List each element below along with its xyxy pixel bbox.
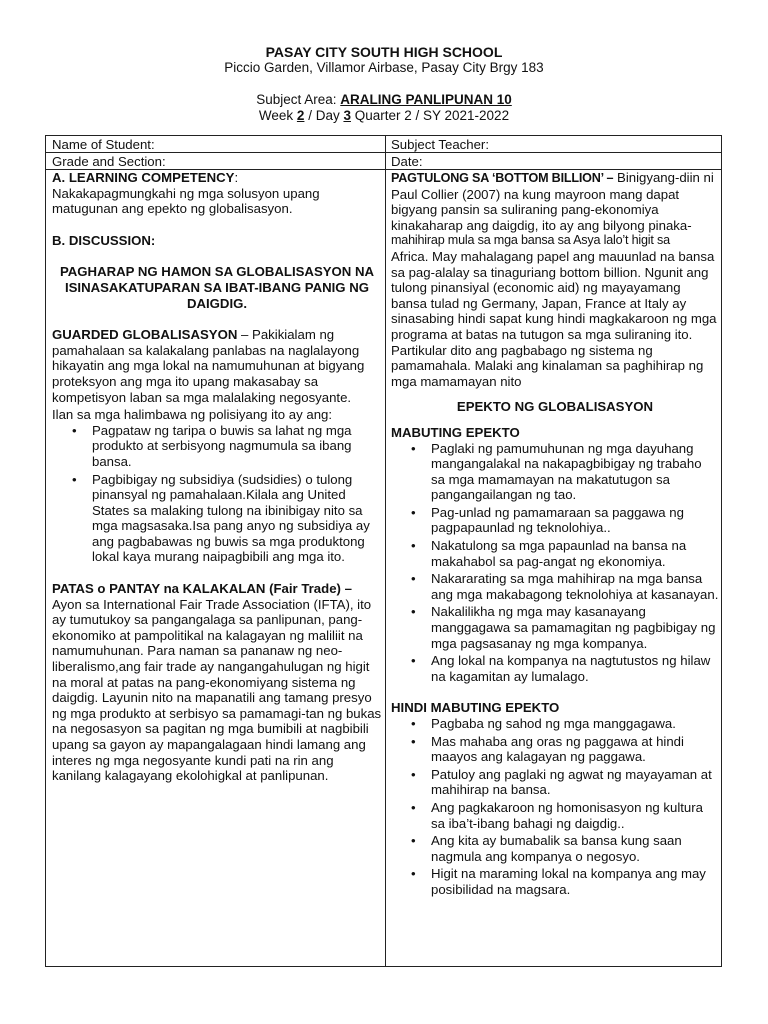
grade-section-label: Grade and Section: bbox=[52, 154, 166, 169]
left-column bbox=[52, 170, 382, 784]
list-item: • Ang kita ay bumabalik sa bansa kung saan nagmula ang kompanya o negosyo. bbox=[431, 833, 719, 864]
guarded-title: GUARDED GLOBALISASYON bbox=[52, 327, 238, 343]
examples-intro: Ilan sa mga halimbawa ng polisiyang ito ay ang: bbox=[52, 407, 333, 423]
date-label: Date: bbox=[391, 154, 423, 169]
name-of-student-label: Name of Student: bbox=[52, 137, 155, 152]
learning-competency-text: Nakakapagmungkahi ng mga solusyon upang matugunan ang epekto ng globalisasyon. bbox=[52, 185, 320, 217]
bad-effects-title: HINDI MABUTING EPEKTO bbox=[391, 700, 560, 716]
list-item: • Pagpataw ng taripa o buwis sa lahat ng mga produkto at serbisyong nagmumula sa ibang bansa. bbox=[92, 423, 382, 470]
guarded-paragraph bbox=[52, 327, 382, 405]
day-label: / Day bbox=[304, 108, 344, 123]
week-label: Week bbox=[258, 108, 297, 123]
week-value: 2 bbox=[296, 108, 305, 123]
day-value: 3 bbox=[343, 108, 351, 123]
list-item: • Nakararating sa mga mahihirap na mga bansa ang mga makabagong teknolohiya at kasanayan. bbox=[431, 571, 719, 602]
fair-trade-paragraph bbox=[52, 581, 382, 784]
epekto-heading: EPEKTO NG GLOBALISASYON bbox=[456, 399, 654, 415]
column-divider bbox=[385, 136, 386, 966]
list-item: • Mas mahaba ang oras ng paggawa at hindi maayos ang kalagayan ng paggawa. bbox=[431, 734, 719, 765]
week-day-line bbox=[0, 108, 768, 124]
list-item: • Pagbaba ng sahod ng mga manggagawa. bbox=[431, 716, 719, 732]
fair-trade-title: PATAS o PANTAY na KALAKALAN (Fair Trade) – bbox=[52, 581, 352, 597]
bottom-billion-text-3: Africa. May mahalagang papel ang mauunlad na bansa sa pag-alalay sa tinaguriang bottom billion. Ngunit ang tulong pinansiyal (economic aid) ng mayayamang bansa tulad ng Germany, Japan, France at Italy ay sinasabing hindi sapat kung hindi magkakaroon ng mga programa at batas na tutugon sa mga suliraning ito. Partikular dito ang pagbabago ng sistema ng pamamahala. Malaki ang kinalaman sa paghihirap ng mga mamamayan nito bbox=[391, 248, 717, 389]
right-column bbox=[391, 170, 719, 900]
subject-teacher-label: Subject Teacher: bbox=[391, 137, 489, 152]
quarter-sy: Quarter 2 / SY 2021-2022 bbox=[350, 108, 510, 123]
list-item: • Pag-unlad ng pamamaraan sa paggawa ng pagpapaunlad ng teknolohiya.. bbox=[431, 505, 719, 536]
guarded-text: – Pakikialam ng pamahalaan sa kalakalang panlabas na naglalayong hikayatin ang mga lokal na namumuhunan at bigyang proteksyon ang mga ito upang makasabay sa kompetisyon laban sa mga malalaking negosyante. bbox=[52, 327, 365, 405]
fair-trade-text: Ayon sa International Fair Trade Association (IFTA), ito ay tumutukoy sa pangangalaga sa panlipunan, pang-ekonomiko at pampolitikal na kalagayan ng maliliit na namumuhunan. Para naman sa pananaw ng neo-liberalismo,ang fair trade ay nangangahulugan ng higit na moral at patas na pang-ekonomiyang sistema ng daigdig. Layunin nito na mapanatili ang tamang presyo ng mga produkto at serbisyo sa pamamagi-tan ng bukas na negosasyon sa pagitan ng mga bumibili at nagbibili upang sa gayon ay mapangalagaan hindi lamang ang interes ng mga negosyante kundi pati na rin ang kanilang kalagayang ekolohigkal at panlipunan. bbox=[52, 596, 382, 784]
school-name: PASAY CITY SOUTH HIGH SCHOOL bbox=[265, 44, 503, 60]
good-effects-title: MABUTING EPEKTO bbox=[391, 424, 520, 440]
examples-list bbox=[52, 423, 382, 565]
bottom-billion-text: Binigyang-diin ni Paul Collier (2007) na kung mayroon mang dapat bigyang pansin sa suliraning pang-ekonomiya kinakaharap ang daigdig, ito ay ang bilyong pinaka- bbox=[391, 170, 714, 233]
list-item: • Pagbibigay ng subsidiya (sudsidies) o tulong pinansyal ng pamahalaan.Kilala ang United States sa malaking tulong na ibinibigay nito sa mga magsasaka.Isa pang anyo ng subsidiya ay ang pagbabawas ng buwis sa mga produktong lokal kaya murang naipagbibili ang mga ito. bbox=[92, 472, 382, 566]
learning-competency: A. LEARNING COMPETENCY: bbox=[52, 170, 239, 185]
list-item: • Ang pagkakaroon ng homonisasyon ng kultura sa iba’t-ibang bahagi ng daigdig.. bbox=[431, 800, 719, 831]
subject-value: ARALING PANLIPUNAN 10 bbox=[340, 92, 512, 107]
good-effects-list bbox=[391, 441, 719, 685]
list-item: • Higit na maraming lokal na kompanya ang may posibilidad na magsara. bbox=[431, 866, 719, 897]
learning-competency-title: A. LEARNING COMPETENCY bbox=[52, 170, 235, 185]
subject-label: Subject Area: bbox=[256, 92, 341, 107]
discussion-title bbox=[52, 233, 382, 249]
subject-area bbox=[0, 92, 768, 108]
school-address: Piccio Garden, Villamor Airbase, Pasay City Brgy 183 bbox=[224, 60, 544, 75]
worksheet-table bbox=[45, 135, 722, 967]
discussion-title-text: B. DISCUSSION: bbox=[52, 232, 156, 248]
bottom-billion-text-2: mahihirap mula sa mga bansa sa Asya lalo’t higit sa bbox=[391, 233, 670, 248]
list-item: • Paglaki ng pamumuhunan ng mga dayuhang mangangalakal na nakapagbibigay ng trabaho sa mga mamamayan na makatutugon sa pangangailangan ng tao. bbox=[431, 441, 719, 503]
document-header bbox=[0, 44, 768, 124]
list-item: • Nakalilikha ng mga may kasanayang manggagawa sa pamamagitan ng pagbibigay ng mga pagsasanay ng mga kompanya. bbox=[431, 604, 719, 651]
main-heading: PAGHARAP NG HAMON SA GLOBALISASYON NA ISINASAKATUPARAN SA IBAT-IBANG PANIG NG DAIGDIG. bbox=[59, 264, 375, 311]
list-item: • Nakatulong sa mga papaunlad na bansa na makahabol sa pag-angat ng ekonomiya. bbox=[431, 538, 719, 569]
bottom-billion-title: PAGTULONG SA ‘BOTTOM BILLION’ – bbox=[391, 171, 614, 185]
bad-effects-list bbox=[391, 716, 719, 898]
row-divider-1 bbox=[46, 152, 721, 153]
list-item: • Ang lokal na kompanya na nagtutustos ng hilaw na kagamitan ay lumalago. bbox=[431, 653, 719, 684]
bottom-billion-paragraph bbox=[391, 170, 719, 233]
list-item: • Patuloy ang paglaki ng agwat ng mayayaman at mahihirap na bansa. bbox=[431, 767, 719, 798]
